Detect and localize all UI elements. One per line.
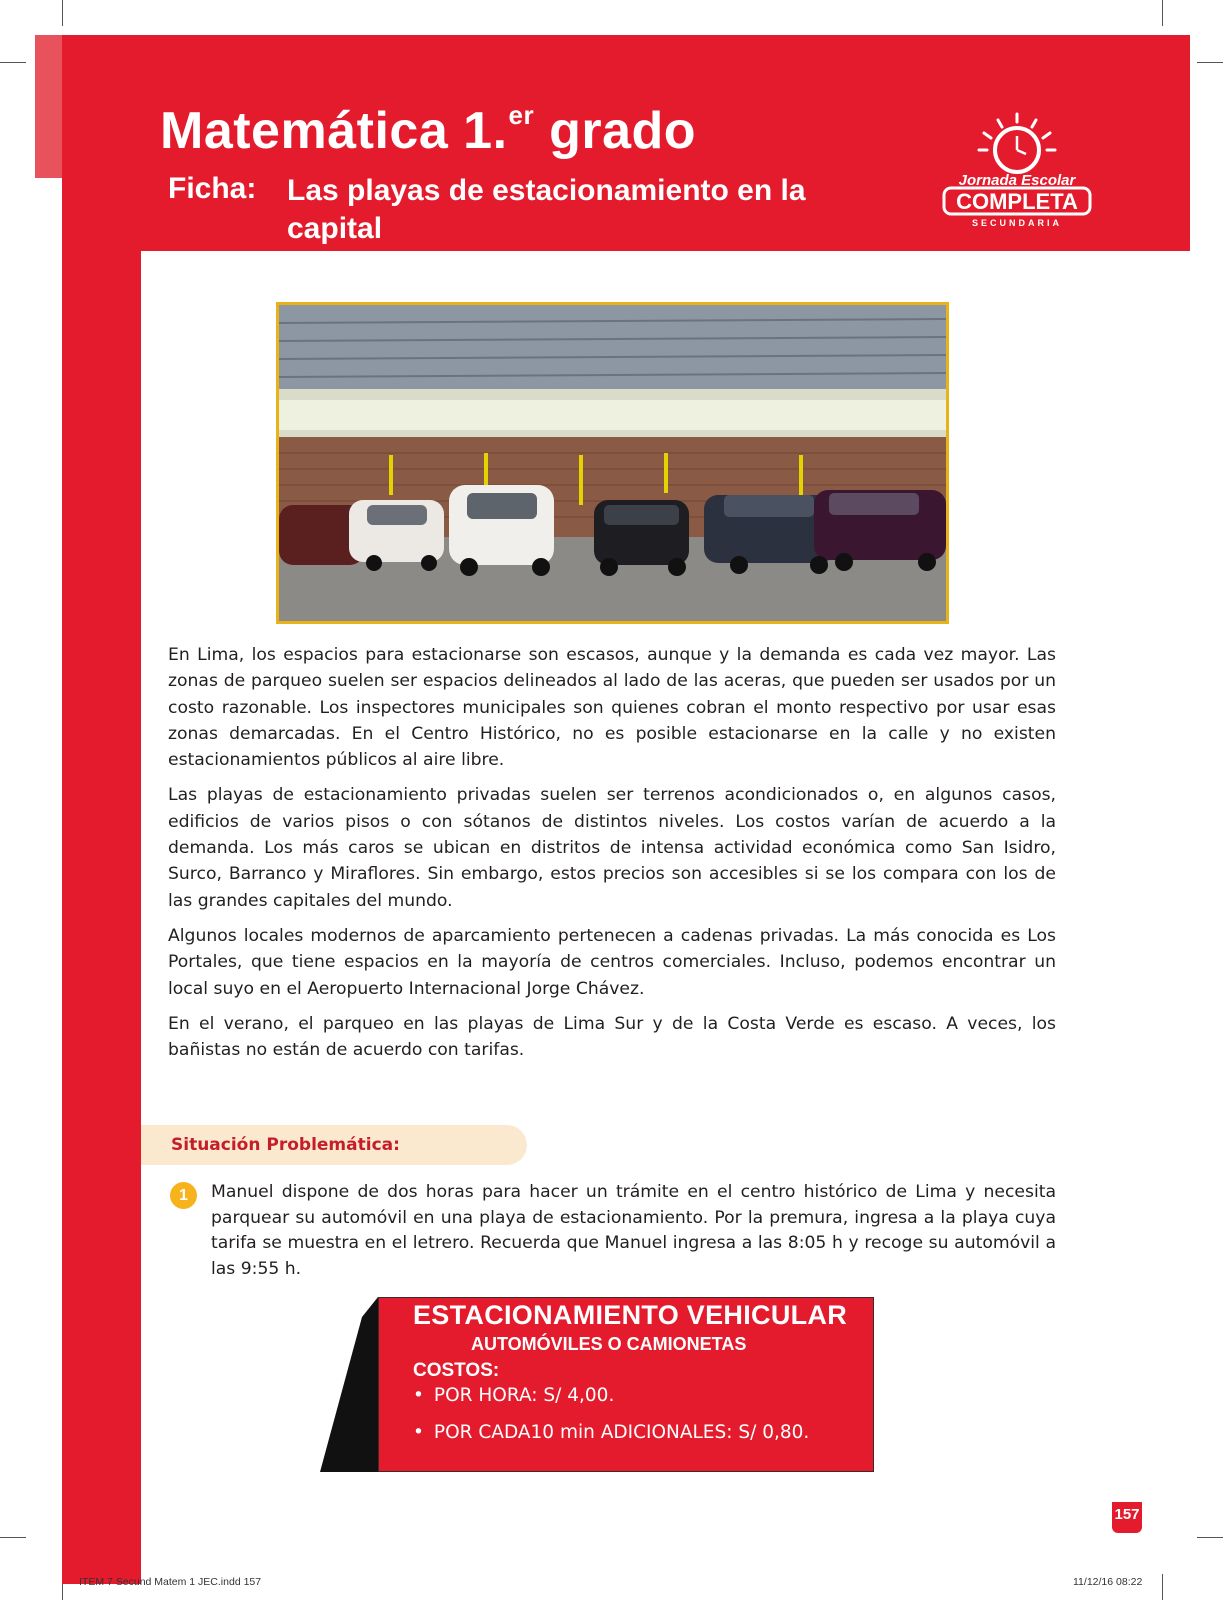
crop-mark bbox=[1197, 62, 1223, 63]
header-accent bbox=[35, 35, 62, 178]
jec-logo bbox=[942, 110, 1092, 230]
clock-sun-icon bbox=[942, 110, 1092, 230]
problem-statement: Manuel dispone de dos horas para hacer un trámite en el centro histórico de Lima y necesita parquear su automóvil en una playa de estacionamiento. Por la premura, ingresa a la playa cuya tarifa se muestra en el letrero. Recuerda que Manuel ingresa a las 8:05 h y recoge su automóvil a las 9:55 h. bbox=[211, 1182, 1056, 1279]
bullet-icon: • bbox=[413, 1385, 424, 1406]
parking-lot-photo bbox=[276, 302, 949, 624]
situacion-label: Situación Problemática: bbox=[171, 1135, 400, 1155]
svg-text:Jornada Escolar: Jornada Escolar bbox=[958, 172, 1076, 189]
ficha-label: Ficha: bbox=[168, 172, 257, 205]
page-title: Matemática 1.$^{er}$ grado bbox=[160, 100, 697, 160]
reading-text bbox=[168, 642, 1056, 1072]
svg-text:SECUNDARIA: SECUNDARIA bbox=[971, 218, 1063, 228]
crop-mark bbox=[1197, 1537, 1223, 1538]
crop-mark bbox=[0, 62, 26, 63]
crop-mark bbox=[1162, 0, 1163, 26]
bullet-icon: • bbox=[413, 1422, 424, 1443]
crop-mark bbox=[1162, 1574, 1163, 1600]
sign-cost-item: • POR CADA10 min ADICIONALES: S/ 0,80. bbox=[413, 1422, 810, 1443]
crop-mark bbox=[0, 1537, 26, 1538]
ficha-title: Las playas de estacionamiento en la capital bbox=[287, 174, 806, 245]
print-slug-file: ITEM 7 Secund Matem 1 JEC.indd 157 bbox=[79, 1576, 262, 1588]
sign-costos-label: COSTOS: bbox=[413, 1360, 500, 1381]
sign-subtitle: AUTOMÓVILES O CAMIONETAS bbox=[471, 1334, 747, 1354]
sign-cost-item: • POR HORA: S/ 4,00. bbox=[413, 1385, 615, 1406]
paragraph: En Lima, los espacios para estacionarse son escasos, aunque y la demanda es cada vez mayor. Las zonas de parqueo suelen ser espacios delineados al lado de las aceras, que pueden ser usados por un costo razonable. Los inspectores municipales son quienes cobran el monto respectivo por usar esas zonas demarcadas. En el Centro Histórico, no es posible estacionarse en la calle y no existen estacionamientos públicos al aire libre. bbox=[168, 645, 1056, 771]
paragraph: Las playas de estacionamiento privadas suelen ser terrenos acondicionados o, en algunos casos, edificios de varios pisos o con sótanos de distintos niveles. Los costos varían de acuerdo a la demanda. Los más caros se ubican en distritos de intensa actividad económica como San Isidro, Surco, Barranco y Miraflores. Sin embargo, estos precios son accesibles si se los compara con los de las grandes capitales del mundo. bbox=[168, 785, 1056, 911]
paragraph: En el verano, el parqueo en las playas de Lima Sur y de la Costa Verde es escaso. A veces, los bañistas no están de acuerdo con tarifas. bbox=[168, 1013, 1056, 1061]
page-number: 157 bbox=[1112, 1502, 1142, 1533]
paragraph: Algunos locales modernos de aparcamiento pertenecen a cadenas privadas. La más conocida es Los Portales, que tiene espacios en la mayoría de centros comerciales. Incluso, podemos encontrar un local suyo en el Aeropuerto Internacional Jorge Chávez. bbox=[168, 925, 1056, 999]
crop-mark bbox=[62, 0, 63, 26]
left-margin-bar bbox=[62, 251, 141, 1584]
problem-number-badge: 1 bbox=[170, 1182, 197, 1209]
print-slug-date: 11/12/16 08:22 bbox=[1073, 1576, 1143, 1588]
svg-text:COMPLETA: COMPLETA bbox=[956, 189, 1078, 214]
sign-title: ESTACIONAMIENTO VEHICULAR bbox=[413, 1300, 848, 1330]
